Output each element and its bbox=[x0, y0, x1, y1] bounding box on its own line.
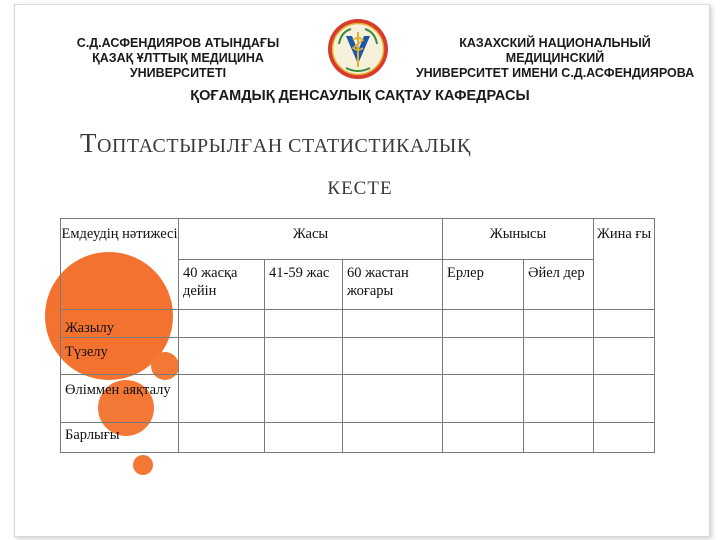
table-cell bbox=[443, 338, 524, 375]
age-group-60-plus: 60 жастан жоғары bbox=[343, 260, 443, 310]
university-name-kazakh-line1: С.Д.АСФЕНДИЯРОВ АТЫНДАҒЫ bbox=[76, 36, 280, 50]
university-emblem-icon bbox=[327, 18, 389, 80]
table-cell bbox=[343, 310, 443, 338]
row-label-recovery: Жазылу bbox=[61, 310, 179, 338]
table-cell bbox=[343, 338, 443, 375]
table-row bbox=[61, 310, 655, 338]
header-age: Жасы bbox=[179, 219, 443, 260]
table-row bbox=[61, 375, 655, 423]
table-cell bbox=[594, 338, 655, 375]
table-cell bbox=[179, 375, 265, 423]
row-label-death: Өліммен аяқталу bbox=[61, 375, 179, 423]
university-name-kazakh-line2: ҚАЗАҚ ҰЛТТЫҚ МЕДИЦИНА УНИВЕРСИТЕТІ bbox=[92, 51, 264, 80]
table-cell bbox=[343, 423, 443, 453]
header-sex: Жынысы bbox=[443, 219, 594, 260]
table-cell bbox=[265, 375, 343, 423]
age-group-41-59: 41-59 жас bbox=[265, 260, 343, 310]
slide-title-line1 bbox=[80, 128, 471, 159]
university-name-russian-line1: КАЗАХСКИЙ НАЦИОНАЛЬНЫЙ МЕДИЦИНСКИЙ bbox=[459, 36, 651, 65]
table-cell bbox=[443, 423, 524, 453]
slide-title-rest: ОПТАСТЫРЫЛҒАН СТАТИСТИКАЛЫҚ bbox=[97, 135, 471, 157]
table-cell bbox=[594, 423, 655, 453]
table-cell bbox=[524, 338, 594, 375]
sex-group-women: Әйел дер bbox=[524, 260, 594, 310]
table-row bbox=[61, 338, 655, 375]
table-cell bbox=[265, 338, 343, 375]
header-total: Жина ғы bbox=[594, 219, 655, 310]
table-cell bbox=[179, 338, 265, 375]
decorative-circle-tiny bbox=[133, 455, 153, 475]
header-outcome: Емдеудің нәтижесі bbox=[61, 219, 179, 310]
university-name-kazakh bbox=[48, 36, 308, 81]
row-label-total: Барлығы bbox=[61, 423, 179, 453]
sex-group-men: Ерлер bbox=[443, 260, 524, 310]
table-cell bbox=[524, 375, 594, 423]
department-title: ҚОҒАМДЫҚ ДЕНСАУЛЫҚ САҚТАУ КАФЕДРАСЫ bbox=[190, 88, 530, 104]
table-cell bbox=[524, 423, 594, 453]
age-group-under-40: 40 жасқа дейін bbox=[179, 260, 265, 310]
slide-title-initial: Т bbox=[80, 128, 97, 158]
table-cell bbox=[265, 423, 343, 453]
university-name-russian-line2: УНИВЕРСИТЕТ ИМЕНИ С.Д.АСФЕНДИЯРОВА bbox=[415, 66, 695, 80]
table-cell bbox=[594, 310, 655, 338]
table-cell bbox=[443, 375, 524, 423]
table-cell bbox=[594, 375, 655, 423]
table-cell bbox=[179, 310, 265, 338]
table-cell bbox=[265, 310, 343, 338]
row-label-improvement: Түзелу bbox=[61, 338, 179, 375]
table-cell bbox=[179, 423, 265, 453]
grouped-statistical-table bbox=[60, 218, 655, 453]
table-cell bbox=[443, 310, 524, 338]
table-cell bbox=[343, 375, 443, 423]
slide-title-line2: КЕСТЕ bbox=[327, 178, 393, 199]
table-cell bbox=[524, 310, 594, 338]
university-name-russian bbox=[410, 36, 700, 81]
table-row bbox=[61, 423, 655, 453]
